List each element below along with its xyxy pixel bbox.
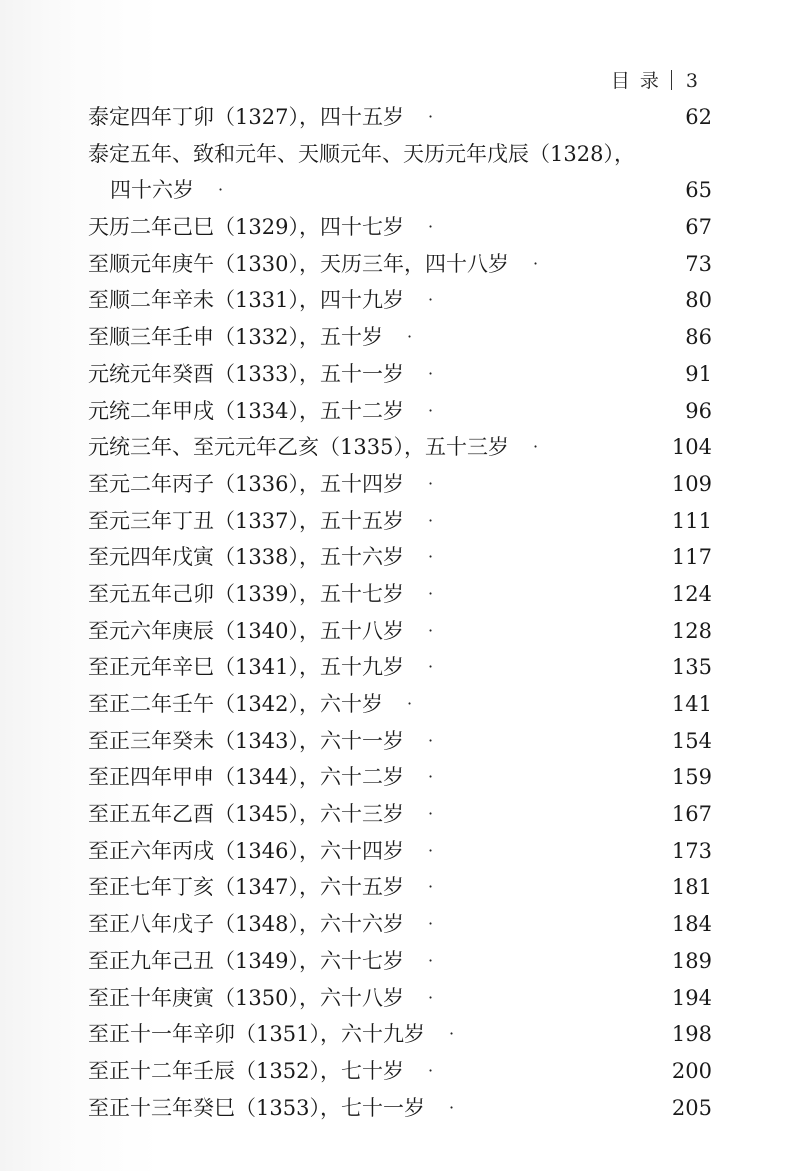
toc-leader-dots: · — [407, 694, 414, 713]
toc-entry[interactable] — [88, 1016, 712, 1053]
toc-entry-page: 62 — [685, 105, 712, 129]
toc-leader-dots: · — [428, 510, 435, 530]
toc-entry-page: 111 — [671, 508, 712, 533]
toc-entry-title: 至顺二年辛未（1331），四十九岁 — [88, 288, 404, 313]
toc-leader-dots: · — [449, 1097, 456, 1117]
toc-entry[interactable] — [88, 833, 712, 870]
toc-entry-page: 173 — [671, 838, 712, 863]
toc-leader-dots: · — [428, 473, 435, 493]
toc-entry[interactable] — [88, 869, 712, 906]
toc-entry[interactable] — [88, 466, 712, 503]
toc-entry[interactable] — [88, 393, 712, 430]
toc-entry-title: 至元六年庚辰（1340），五十八岁 — [88, 618, 404, 643]
toc-entry-title: 至元五年己卯（1339），五十七岁 — [88, 581, 404, 606]
toc-leader-dots: · — [428, 400, 435, 420]
toc-entry-page: 181 — [671, 875, 712, 900]
toc-entry-page: 91 — [685, 361, 712, 386]
toc-entry-page: 141 — [671, 692, 712, 716]
toc-leader-dots: · — [428, 657, 435, 677]
toc-entry[interactable] — [88, 723, 712, 760]
toc-entry[interactable] — [88, 246, 712, 283]
toc-leader-dots: · — [428, 107, 435, 126]
toc-leader-dots: · — [407, 327, 414, 347]
toc-entry-title: 至正十年庚寅（1350），六十八岁 — [88, 985, 404, 1010]
running-head-page-number: 3 — [685, 70, 700, 92]
toc-leader-dots: · — [428, 914, 435, 934]
toc-entry-page: 189 — [671, 948, 712, 973]
toc-entry[interactable] — [88, 503, 712, 540]
toc-entry[interactable] — [88, 906, 712, 943]
toc-entry-title: 至元三年丁丑（1337），五十五岁 — [88, 508, 404, 533]
toc-leader-dots: · — [428, 804, 435, 824]
toc-entry-page: 159 — [671, 765, 712, 790]
toc-entry[interactable] — [88, 649, 712, 686]
toc-entry-title: 元统三年、至元元年乙亥（1335），五十三岁 — [88, 435, 509, 460]
toc-leader-dots: · — [428, 217, 435, 237]
toc-entry-title: 泰定五年、致和元年、天顺元年、天历元年戊辰（1328）， — [88, 141, 635, 166]
toc-leader-dots: · — [428, 547, 435, 567]
toc-entry[interactable] — [88, 796, 712, 833]
toc-entry[interactable] — [88, 429, 712, 466]
toc-leader-dots: · — [449, 1024, 456, 1044]
toc-entry-page: 109 — [671, 471, 712, 496]
toc-entry-page: 128 — [671, 618, 712, 643]
toc-entry-title: 天历二年己巳（1329），四十七岁 — [88, 215, 404, 240]
toc-leader-dots: · — [428, 950, 435, 970]
toc-entry-title: 至正八年戊子（1348），六十六岁 — [88, 912, 404, 937]
toc-leader-dots: · — [428, 877, 435, 897]
toc-entry-title: 至正四年甲申（1344），六十二岁 — [88, 765, 404, 790]
toc-entry[interactable] — [88, 356, 712, 393]
toc-entry[interactable] — [88, 99, 712, 136]
toc-leader-dots: · — [428, 620, 435, 640]
toc-entry-page: 80 — [685, 288, 712, 313]
toc-entry-page: 86 — [685, 325, 712, 350]
toc-entry[interactable] — [88, 282, 712, 319]
toc-entry-title: 至正三年癸未（1343），六十一岁 — [88, 728, 404, 753]
toc-entry-page: 194 — [671, 985, 712, 1010]
toc-entry[interactable] — [88, 136, 712, 173]
toc-entry-title: 至正十二年壬辰（1352），七十岁 — [88, 1058, 404, 1083]
toc-entry-title: 元统二年甲戌（1334），五十二岁 — [88, 398, 404, 423]
toc-entry-page: 67 — [685, 215, 712, 240]
toc-entry-page: 96 — [685, 398, 712, 423]
toc-leader-dots: · — [428, 583, 435, 603]
table-of-contents — [88, 99, 712, 1126]
toc-entry[interactable] — [88, 319, 712, 356]
toc-entry[interactable] — [88, 1053, 712, 1090]
toc-entry[interactable] — [88, 613, 712, 650]
toc-entry[interactable] — [88, 1090, 712, 1127]
toc-entry-page: 167 — [671, 802, 712, 827]
toc-leader-dots: · — [428, 840, 435, 860]
toc-entry-page: 73 — [685, 251, 712, 276]
toc-entry-title: 至顺三年壬申（1332），五十岁 — [88, 325, 383, 350]
toc-leader-dots: · — [428, 1060, 435, 1080]
toc-entry[interactable] — [88, 539, 712, 576]
toc-entry-title: 至元二年丙子（1336），五十四岁 — [88, 471, 404, 496]
toc-entry-title: 至正六年丙戌（1346），六十四岁 — [88, 838, 404, 863]
toc-entry[interactable] — [88, 172, 712, 209]
toc-leader-dots: · — [428, 730, 435, 750]
running-head — [611, 66, 700, 93]
toc-entry[interactable] — [88, 759, 712, 796]
toc-entry-title: 元统元年癸酉（1333），五十一岁 — [88, 361, 404, 386]
running-head-title: 目 录 — [610, 70, 661, 92]
toc-entry-title: 至正九年己丑（1349），六十七岁 — [88, 948, 404, 973]
toc-entry[interactable] — [88, 209, 712, 246]
toc-entry-page: 104 — [671, 435, 712, 460]
toc-entry-page: 198 — [671, 1022, 712, 1047]
toc-entry-page: 135 — [671, 655, 712, 680]
toc-entry-title: 泰定四年丁卯（1327），四十五岁 — [88, 105, 404, 129]
toc-entry-title: 至正二年壬午（1342），六十岁 — [88, 692, 383, 716]
toc-entry-title: 至正元年辛巳（1341），五十九岁 — [88, 655, 404, 680]
toc-entry-title: 至顺元年庚午（1330），天历三年，四十八岁 — [88, 251, 509, 276]
toc-entry-page: 154 — [671, 728, 712, 753]
toc-entry-page: 124 — [671, 581, 712, 606]
toc-entry-page: 117 — [671, 545, 712, 570]
toc-entry-page: 65 — [685, 178, 712, 203]
toc-entry[interactable] — [88, 576, 712, 613]
toc-entry-page: 205 — [671, 1095, 712, 1120]
toc-entry[interactable] — [88, 943, 712, 980]
toc-entry-title: 至元四年戊寅（1338），五十六岁 — [88, 545, 404, 570]
toc-leader-dots: · — [218, 180, 225, 200]
toc-entry[interactable] — [88, 980, 712, 1017]
toc-leader-dots: · — [428, 363, 435, 383]
toc-leader-dots: · — [428, 767, 435, 787]
toc-entry-title: 至正十三年癸巳（1353），七十一岁 — [88, 1095, 425, 1120]
toc-leader-dots: · — [428, 290, 435, 310]
toc-entry-page: 200 — [671, 1058, 712, 1083]
toc-entry-title: 至正十一年辛卯（1351），六十九岁 — [88, 1022, 425, 1047]
toc-entry-title: 至正五年乙酉（1345），六十三岁 — [88, 802, 404, 827]
running-head-divider — [671, 70, 672, 90]
toc-leader-dots: · — [533, 437, 540, 457]
toc-entry-title: 四十六岁 — [110, 178, 194, 203]
toc-leader-dots: · — [428, 987, 435, 1007]
toc-entry-page: 184 — [671, 912, 712, 937]
toc-leader-dots: · — [533, 253, 540, 273]
toc-entry[interactable] — [88, 686, 712, 723]
toc-entry-title: 至正七年丁亥（1347），六十五岁 — [88, 875, 404, 900]
